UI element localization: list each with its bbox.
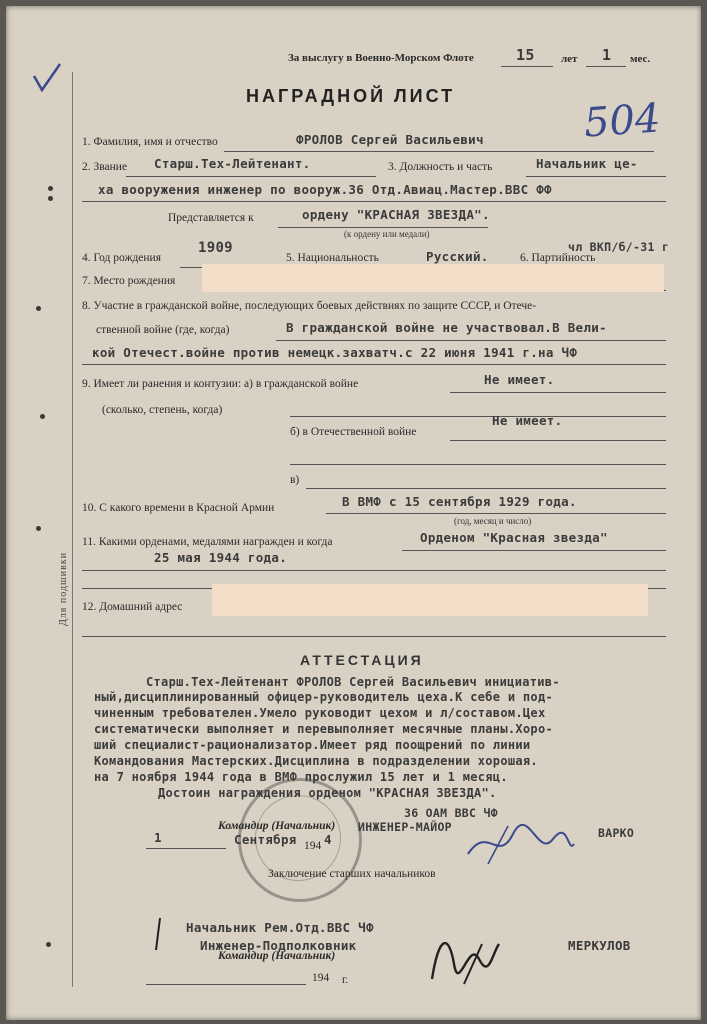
field-9-value-b: Не имеет. [492,413,563,428]
attestation-commander-label: Командир (Начальник) [218,820,336,832]
attestation-date-year: 194 [304,840,322,852]
field-11-label: 11. Какими орденами, медалями награжден и когда [82,536,333,548]
attestation-line: Командования Мастерских.Дисциплина в подразделении хорошая. [94,754,538,768]
field-3-label: 3. Должность и часть [388,161,493,173]
service-months-value: 1 [602,46,612,64]
binding-hole [40,414,45,419]
conclusion-commander-label: Командир (Начальник) [218,950,336,962]
conclusion-year-suffix: г. [342,974,349,986]
service-months-label: мес. [630,53,651,65]
attestation-date-day: 1 [154,830,162,845]
nominated-label: Представляется к [168,212,254,224]
conclusion-rank-line-b: Инженер-Подполковник [200,938,357,953]
field-10-label: 10. С какого времени в Красной Армии [82,502,275,514]
attestation-line: Достоин награждения орденом "КРАСНАЯ ЗВЕЗДА". [158,786,497,800]
field-12-label: 12. Домашний адрес [82,601,183,613]
field-4-label: 4. Год рождения [82,252,161,264]
document-title: НАГРАДНОЙ ЛИСТ [246,86,456,106]
field-9-sublabel: (сколько, степень, когда) [102,404,223,416]
conclusion-name: МЕРКУЛОВ [568,938,631,953]
binding-margin-label: Для подшивки [58,551,69,626]
attestation-sign-unit: 36 ОАМ ВВС ЧФ [404,806,498,820]
field-11-value-b: 25 мая 1944 года. [154,550,288,565]
service-years-label: лет [561,53,578,65]
conclusion-title: Заключение старших начальников [268,868,436,880]
handwritten-signature [424,924,504,994]
redacted-home-address [212,584,648,616]
field-3-value-b: ха вооружения инженер по вооруж.36 Отд.Авиац.Мастер.ВВС ФФ [98,182,552,197]
field-4-value: 1909 [198,240,233,256]
field-11-value-a: Орденом "Красная звезда" [420,530,608,545]
service-years-value: 15 [516,46,535,64]
field-8-label-a: 8. Участие в гражданской войне, последующих боевых действиях по защите СССР, и Отече- [82,300,537,312]
field-7-label: 7. Место рождения [82,275,176,287]
field-5-label: 5. Национальность [286,252,379,264]
binding-hole [48,186,53,191]
attestation-line: на 7 ноября 1944 года в ВМФ прослужил 15 лет и 1 месяц. [94,770,508,784]
field-9b-label: б) в Отечественной войне [290,426,417,438]
field-8-label-b: ственной войне (где, когда) [96,324,230,336]
field-2-value: Старш.Тех-Лейтенант. [154,156,311,171]
redacted-birthplace [202,264,664,292]
field-9-value-a: Не имеет. [484,372,555,387]
field-2-label: 2. Звание [82,161,128,173]
conclusion-year: 194 [312,972,330,984]
attestation-date-month: Сентября [234,832,297,847]
attestation-sign-rank: ИНЖЕНЕР-МАЙОР [358,820,452,834]
binding-margin-line [72,72,73,987]
pen-mark-icon [152,916,166,952]
attestation-title: АТТЕСТАЦИЯ [300,652,424,668]
attestation-line: ный,дисциплинированный офицер-руководитель цеха.К себе и под- [94,690,554,704]
attestation-line: систематически выполняет и перевыполняет месячные планы.Хоро- [94,722,554,736]
field-6-label: 6. Партийность [520,252,596,264]
binding-hole [46,942,51,947]
field-1-value: ФРОЛОВ Сергей Васильевич [296,132,484,147]
nominated-value: ордену "КРАСНАЯ ЗВЕЗДА". [302,207,490,222]
field-10-hint: (год, месяц и число) [454,516,532,526]
attestation-line: ший специалист-рационализатор.Имеет ряд поощрений по линии [94,738,531,752]
binding-hole [36,526,41,531]
service-length-label: За выслугу в Военно-Морском Флоте [288,52,474,64]
field-3-value-a: Начальник це- [536,156,638,171]
field-5-value: Русский. [426,249,489,264]
handwritten-signature [458,814,578,870]
attestation-sign-name: ВАРКО [598,826,635,840]
checkmark-icon [30,62,66,96]
field-9-label: 9. Имеет ли ранения и контузии: а) в гражданской войне [82,378,359,390]
attestation-date-year-digit: 4 [324,832,332,847]
field-8-value-a: В гражданской войне не участвовал.В Вели- [286,320,607,335]
attestation-line: Старш.Тех-Лейтенант ФРОЛОВ Сергей Васильевич инициатив- [146,675,560,689]
binding-hole [36,306,41,311]
field-1-label: 1. Фамилия, имя и отчество [82,136,218,148]
award-sheet-page [6,6,701,1020]
field-6-value: чл ВКП/б/-31 г [568,240,670,254]
field-10-value: В ВМФ с 15 сентября 1929 года. [342,494,577,509]
nominated-hint: (к ордену или медали) [344,229,430,239]
field-9c-label: в) [290,474,300,486]
attestation-line: чиненным требователен.Умело руководит цехом и л/составом.Цех [94,706,546,720]
handwritten-number: 504 [582,95,662,147]
field-8-value-b: кой Отечест.войне против немецк.захватч.с 22 июня 1941 г.на ЧФ [92,345,578,360]
conclusion-rank-line-a: Начальник Рем.Отд.ВВС ЧФ [186,920,374,935]
binding-hole [48,196,53,201]
